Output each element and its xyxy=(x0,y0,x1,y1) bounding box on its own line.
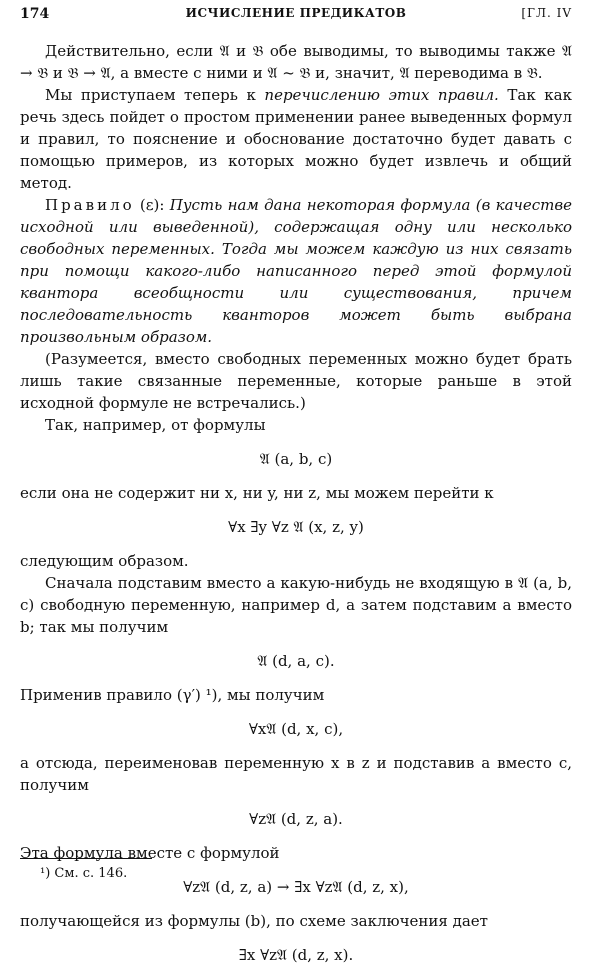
rule-text: Пусть нам дана некоторая формула (в качестве исходной или выведенной), содержащая одну или несколько свободных переменных. Тогда мы можем каждую из них связать при помощи какого-либо написанного перед этой формулой квантора всеобщности или существования, причем последовательность кванторов может быть выбрана произвольным образом. xyxy=(20,196,572,346)
rule-marker: (ε): xyxy=(134,196,170,214)
rule-label: Правило xyxy=(45,196,135,214)
emphasis: перечислению этих правил. xyxy=(264,86,499,104)
paragraph: (Разумеется, вместо свободных переменных можно будет брать лишь такие связанные переменные, которые раньше в этой исходной формуле не встречались.) xyxy=(20,350,572,412)
text-span: Так как речь здесь пойдет о простом применении ранее выведенных формул и правил, то пояснение и обоснование достаточно будет давать с помощью примеров, из которых можно будет извлечь и общий метод. xyxy=(20,86,573,192)
formula: ∃x ∀z𝔄 (d, z, x). xyxy=(238,946,354,964)
formula: ∀x ∃y ∀z 𝔄 (x, z, y) xyxy=(228,518,364,536)
paragraph: Так, например, от формулы xyxy=(45,416,266,434)
paragraph: если она не содержит ни x, ни y, ни z, мы можем перейти к xyxy=(20,484,494,502)
paragraph: а отсюда, переименовав переменную x в z и подставив a вместо c, получим xyxy=(20,754,572,794)
chapter-marker: [ГЛ. IV xyxy=(521,6,572,20)
formula: 𝔄 (d, a, c). xyxy=(257,652,335,670)
page-number: 174 xyxy=(20,6,50,22)
formula: 𝔄 (a, b, c) xyxy=(259,450,333,468)
rule-paragraph xyxy=(20,194,572,348)
page-body xyxy=(20,40,572,966)
formula: ∀x𝔄 (d, x, c), xyxy=(248,720,344,738)
paragraph: Применив правило (γ′) ¹), мы получим xyxy=(20,686,325,704)
footnote: ¹) См. с. 146. xyxy=(40,866,128,881)
running-head xyxy=(20,6,572,26)
paragraph: Сначала подставим вместо a какую-нибудь не входящую в 𝔄 (a, b, c) свободную переменную, например d, а затем подставим a вместо b; так мы получим xyxy=(20,574,572,636)
paragraph: получающейся из формулы (b), по схеме заключения дает xyxy=(20,912,488,930)
footnote-divider xyxy=(20,858,152,859)
paragraph: Действительно, если 𝔄 и 𝔅 обе выводимы, то выводимы также 𝔄 → 𝔅 и 𝔅 → 𝔄, а вместе с ними и 𝔄 ~ 𝔅 и, значит, 𝔄 переводима в 𝔅. xyxy=(20,42,572,82)
formula: ∀z𝔄 (d, z, a). xyxy=(249,810,343,828)
text-span: Мы приступаем теперь к xyxy=(45,86,265,104)
paragraph: Эта формула вместе с формулой xyxy=(20,844,280,862)
paragraph xyxy=(20,84,572,194)
formula: ∀z𝔄 (d, z, a) → ∃x ∀z𝔄 (d, z, x), xyxy=(183,878,409,896)
running-title: ИСЧИСЛЕНИЕ ПРЕДИКАТОВ xyxy=(185,6,407,20)
paragraph: следующим образом. xyxy=(20,552,189,570)
